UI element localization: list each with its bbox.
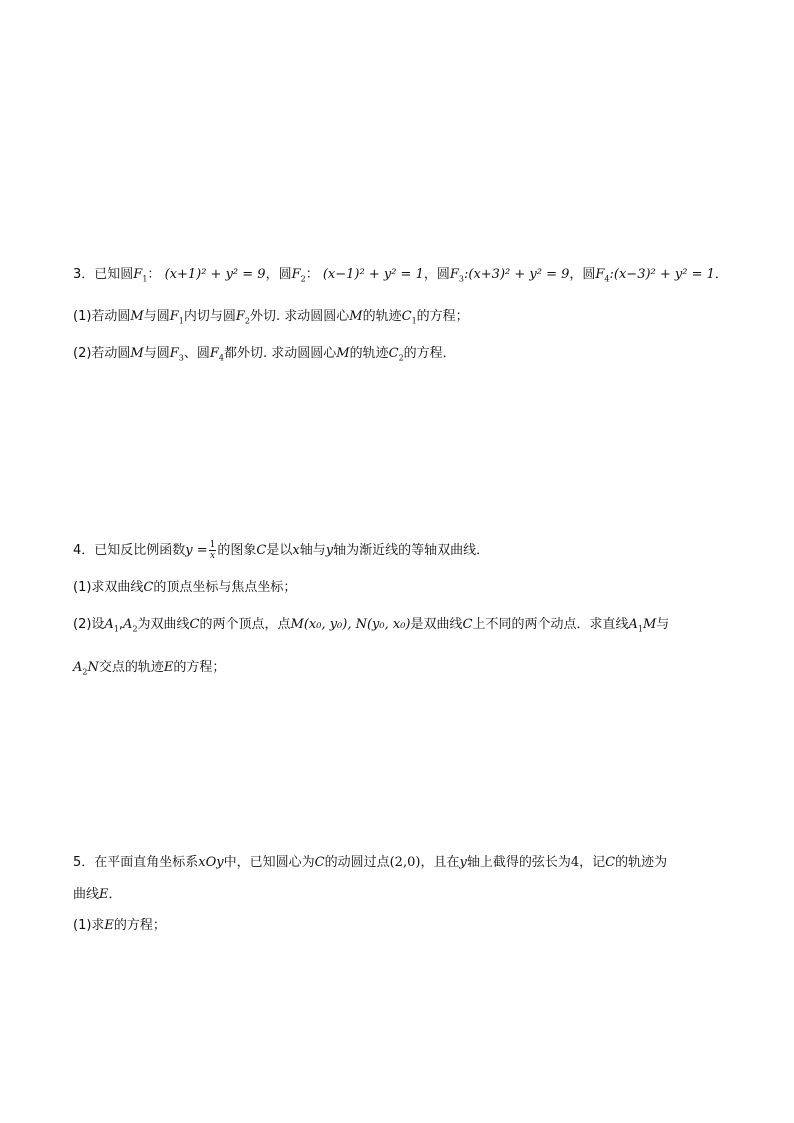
fraction-one-over-x: $\frac{1}{x}$ xyxy=(209,540,216,561)
problem-3-part-1: (1)若动圆M与圆$F_1$内切与圆$F_2$外切. 求动圆圆心M的轨迹$C_1$的方程； xyxy=(73,309,469,326)
problem-3-part-2: (2)若动圆M与圆$F_3$、圆$F_4$都外切. 求动圆圆心M的轨迹$C_2$的方程． xyxy=(73,346,456,363)
problem-4-part-1: (1)求双曲线C的顶点坐标与焦点坐标； xyxy=(73,580,297,595)
problem-3-stem: 3．已知圆$F_1$： (x+1)² + y² = 9，圆$F_2$： (x−1)² + y² = 1，圆$F_3:(x+3)^2 + y^2 = 9$，圆$F_4:(x-3)^2 + y^2 = 1$． xyxy=(73,267,728,284)
problem-4-stem: 4．已知反比例函数y = $\frac{1}{x}$ 的图象C是以x轴与y轴为渐近线的等轴双曲线． xyxy=(73,540,490,561)
problem-5-stem: 5．在平面直角坐标系xOy中，已知圆心为C的动圆过点(2,0)，且在y轴上截得的弦长为4，记C的轨迹为 xyxy=(73,855,668,870)
problem-4-part-2: (2)设$A_1,A_2$为双曲线C的两个顶点，点M(x₀, y₀), N(y₀, x₀)是双曲线C上不同的两个动点．求直线$A_1M$与 xyxy=(73,617,670,634)
problem-5-stem-cont: 曲线E． xyxy=(73,887,122,902)
problem-4-part-2-cont: $A_2N$交点的轨迹E的方程； xyxy=(73,660,226,677)
problem-5-part-1: (1)求E的方程； xyxy=(73,918,166,933)
